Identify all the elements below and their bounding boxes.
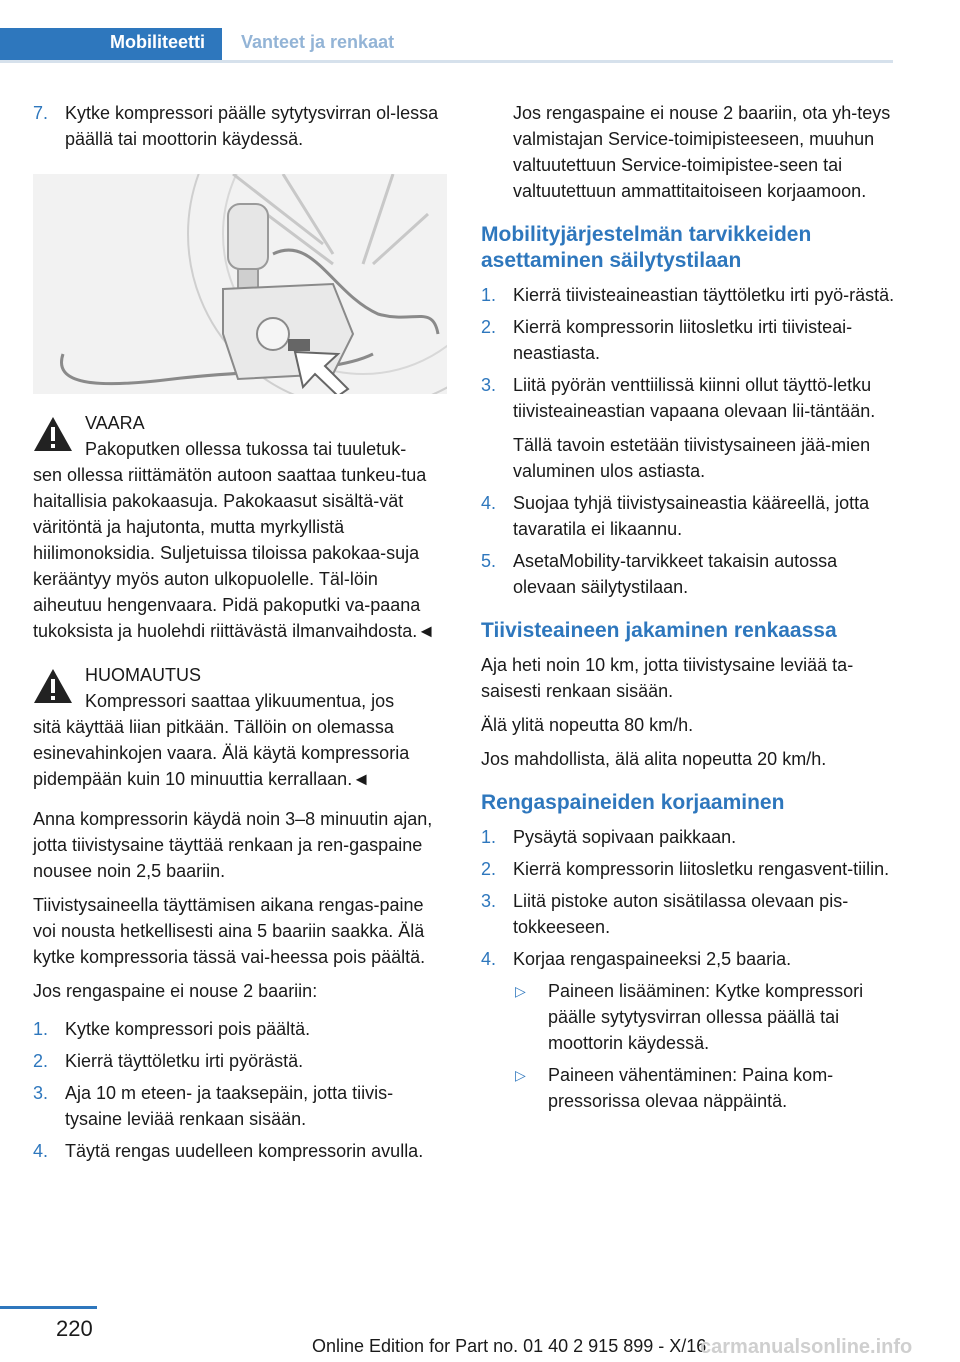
list-item: [33, 1080, 447, 1132]
paragraph: Jos rengaspaine ei nouse 2 baariin, ota yh‐teys valmistajan Service-toimipisteeseen, muuhun valtuutettuun Service-toimipistee‐seen tai valtuutettuun ammattitaitoiseen korjaamoon.: [513, 103, 891, 201]
triangle-bullet-icon: ▷: [515, 1067, 526, 1083]
left-column: [33, 100, 447, 1172]
step-text: Liitä pyörän venttiilissä kiinni ollut täyttö‐letku tiivisteaineastian vapaana olevaan lii‐täntään.: [513, 375, 876, 421]
step-text: Pysäytä sopivaan paikkaan.: [513, 827, 737, 847]
warning-danger: [33, 410, 447, 644]
tab-mobiliteetti-label: Mobiliteetti: [110, 32, 205, 52]
paragraph: Aja heti noin 10 km, jotta tiivistysaine leviää ta‐saisesti renkaan sisään.: [481, 655, 854, 701]
right-column: [481, 100, 895, 1122]
compressor-illustration-graphic: [33, 174, 447, 394]
sub-list-item: [513, 978, 895, 1056]
page-number: 220: [56, 1316, 93, 1341]
step-number: 3.: [481, 891, 497, 911]
tab-mobiliteetti[interactable]: [0, 28, 222, 63]
step-text: Kierrä tiivisteaineastian täyttöletku irti pyö‐rästä.: [513, 285, 895, 305]
step-number: 7.: [33, 103, 49, 123]
step-text: Kytke kompressori pois päältä.: [65, 1019, 311, 1039]
list-item: [33, 1138, 447, 1164]
list-item: [481, 548, 895, 600]
sub-item-text: Paineen vähentäminen: Paina kom‐pressorissa olevaa näppäintä.: [548, 1065, 834, 1111]
paragraph: Jos mahdollista, älä alita nopeutta 20 km/h.: [481, 749, 827, 769]
sub-item-text: Paineen lisääminen: Kytke kompressori päälle sytytysvirran ollessa päällä tai moottorin käydessä.: [548, 981, 864, 1053]
step-list-continued: [33, 100, 447, 152]
list-item: [481, 888, 895, 940]
step-text: AsetaMobility-tarvikkeet takaisin autossa olevaan säilytystilaan.: [513, 551, 838, 597]
step-number: 4.: [481, 493, 497, 513]
step-number: 4.: [33, 1141, 49, 1161]
edition-note: Online Edition for Part no. 01 40 2 915 899 - X/16: [312, 1336, 707, 1356]
tab-vanteet-ja-renkaat[interactable]: Vanteet ja renkaat: [241, 32, 395, 52]
step-list: [481, 282, 895, 600]
list-item: [481, 490, 895, 542]
warning-triangle-icon: [33, 668, 73, 704]
list-item: [33, 100, 447, 152]
triangle-bullet-icon: ▷: [515, 983, 526, 999]
step-number: 1.: [33, 1019, 49, 1039]
sub-list: [513, 978, 895, 1114]
list-item: [481, 856, 895, 882]
header-divider: [0, 60, 893, 63]
step-list: [481, 824, 895, 1114]
step-note: Tällä tavoin estetään tiivistysaineen jää‐mien valuminen ulos astiasta.: [513, 435, 871, 481]
step-text: Liitä pistoke auton sisätilassa olevaan pis‐tokkeeseen.: [513, 891, 849, 937]
step-text: Kierrä kompressorin liitosletku irti tiivisteai‐neastiasta.: [513, 317, 853, 363]
list-item: [481, 824, 895, 850]
step-text: Kytke kompressori päälle sytytysvirran ol‐lessa päällä tai moottorin käydessä.: [65, 103, 439, 149]
sub-list-item: [513, 1062, 895, 1114]
list-item: [481, 282, 895, 308]
step-number: 2.: [33, 1051, 49, 1071]
step-text: Aja 10 m eteen- ja taaksepäin, jotta tiivis‐tysaine leviää renkaan sisään.: [65, 1083, 394, 1129]
step-number: 3.: [33, 1083, 49, 1103]
paragraph: Anna kompressorin käydä noin 3–8 minuutin ajan, jotta tiivistysaine täyttää renkaan ja ren‐gaspaine nousee noin 2,5 baariin.: [33, 809, 433, 881]
step-text: Kierrä täyttöletku irti pyörästä.: [65, 1051, 304, 1071]
step-number: 2.: [481, 317, 497, 337]
paragraph: Älä ylitä nopeutta 80 km/h.: [481, 715, 694, 735]
warning-text: sitä käyttää liian pitkään. Tällöin on olemassa esinevahinkojen vaara. Älä käytä kompressoria pidempään kuin 10 minuuttia kerrallaan.◄: [33, 717, 410, 789]
warning-first-line: Pakoputken ollessa tukossa tai tuuletuk‐: [85, 439, 407, 459]
watermark: carmanualsonline.info: [700, 1336, 913, 1358]
step-list: [33, 1016, 447, 1164]
list-item: [33, 1048, 447, 1074]
footer-divider: [0, 1306, 97, 1309]
warning-title: VAARA: [85, 413, 145, 433]
list-item: [481, 314, 895, 366]
step-number: 1.: [481, 285, 497, 305]
list-item: [33, 1016, 447, 1042]
step-text: Korjaa rengaspaineeksi 2,5 baaria.: [513, 949, 792, 969]
step-number: 4.: [481, 949, 497, 969]
step-number: 1.: [481, 827, 497, 847]
step-number: 5.: [481, 551, 497, 571]
list-item: [481, 372, 895, 484]
warning-title: HUOMAUTUS: [85, 665, 201, 685]
section-heading: Rengaspaineiden korjaaminen: [481, 791, 785, 814]
compressor-illustration: [33, 174, 447, 394]
step-number: 2.: [481, 859, 497, 879]
warning-triangle-icon: [33, 416, 73, 452]
section-heading: Tiivisteaineen jakaminen renkaassa: [481, 619, 837, 642]
paragraph: Tiivistysaineella täyttämisen aikana rengas‐paine voi nousta hetkellisesti aina 5 baariin saakka. Älä kytke kompressoria tässä vai‐heessa pois päältä.: [33, 895, 426, 967]
warning-first-line: Kompressori saattaa ylikuumentua, jos: [85, 691, 395, 711]
step-text: Kierrä kompressorin liitosletku rengasvent‐tiilin.: [513, 859, 890, 879]
step-text: Täytä rengas uudelleen kompressorin avulla.: [65, 1141, 424, 1161]
warning-text: sen ollessa riittämätön autoon saattaa tunkeu‐tua haitallisia pakokaasuja. Pakokaasut sisältä‐vät väritöntä ja hajutonta, mutta myrkyllistä hiilimonoksidia. Suljetuissa tiloissa pakokaa‐suja kerääntyy myös auton ulkopuolelle. Täl‐löin aiheutuu hengenvaara. Pidä pakoputki va‐paana tukoksista ja huolehdi riittävästä ilmanvaihdosta.◄: [33, 465, 436, 641]
list-item: [481, 946, 895, 1114]
section-heading: Mobilityjärjestelmän tarvikkeiden asettaminen säilytystilaan: [481, 223, 812, 272]
paragraph: Jos rengaspaine ei nouse 2 baariin:: [33, 981, 318, 1001]
step-text: Suojaa tyhjä tiivistysaineastia kääreellä, jotta tavaratila ei likaannu.: [513, 493, 870, 539]
warning-caution: [33, 662, 447, 792]
step-number: 3.: [481, 375, 497, 395]
